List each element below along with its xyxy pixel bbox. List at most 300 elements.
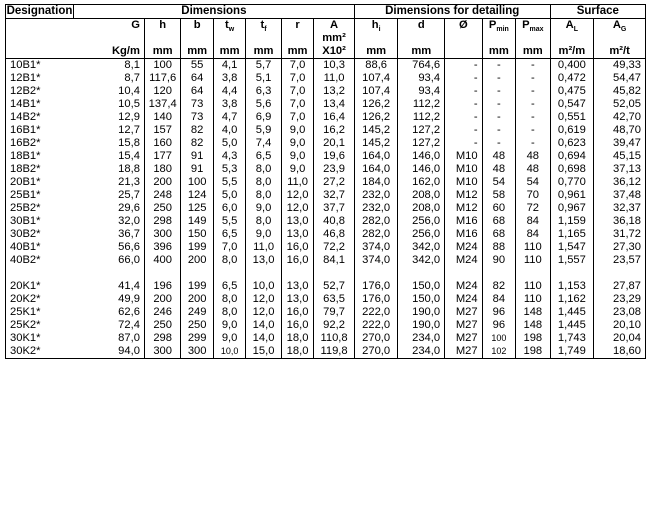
cell-AG: 20,04 bbox=[594, 332, 646, 345]
unit-AG: m²/t bbox=[594, 45, 646, 59]
cell-G: 41,4 bbox=[118, 280, 140, 292]
cell-AG: 49,33 bbox=[594, 59, 646, 73]
col-A: A mm² bbox=[314, 19, 355, 46]
cell-tf: 14,0 bbox=[246, 332, 281, 345]
unit-phi bbox=[445, 45, 483, 59]
table-row bbox=[6, 176, 646, 189]
cell-d: 112,2 bbox=[398, 98, 445, 111]
cell-tf: 6,5 bbox=[246, 150, 281, 163]
cell-phi: - bbox=[445, 124, 483, 137]
table-row bbox=[6, 85, 646, 98]
cell-d: 764,6 bbox=[398, 59, 445, 73]
cell-designation: 25B2* bbox=[6, 202, 74, 215]
cell-phi: M24 bbox=[445, 241, 483, 254]
cell-h: 140 bbox=[144, 111, 181, 124]
cell-phi: - bbox=[445, 72, 483, 85]
cell-phi: - bbox=[445, 85, 483, 98]
cell-designation: 18B1* bbox=[6, 150, 74, 163]
cell-phi: M24 bbox=[445, 293, 483, 306]
cell-d: 162,0 bbox=[398, 176, 445, 189]
cell-pmax: 70 bbox=[516, 189, 551, 202]
cell-b: 82 bbox=[181, 124, 213, 137]
cell-designation: 20B1* bbox=[6, 176, 74, 189]
cell-A: 119,8 bbox=[314, 345, 355, 359]
cell-designation: 30B1* bbox=[6, 215, 74, 228]
col-h: h bbox=[144, 19, 181, 46]
cell-r: 9,0 bbox=[281, 137, 313, 150]
cell-AL: 0,623 bbox=[557, 137, 586, 149]
col-phi: Ø bbox=[445, 19, 483, 46]
cell-AG: 32,37 bbox=[594, 202, 646, 215]
cell-b: 73 bbox=[181, 111, 213, 124]
cell-AL: 0,472 bbox=[557, 72, 586, 84]
cell-pmin: 82 bbox=[482, 280, 515, 293]
cell-A: 11,0 bbox=[314, 72, 355, 85]
cell-d: 112,2 bbox=[398, 111, 445, 124]
cell-designation: 14B1* bbox=[6, 98, 74, 111]
cell-A: 19,6 bbox=[314, 150, 355, 163]
cell-r: 13,0 bbox=[281, 293, 313, 306]
cell-pmin: 68 bbox=[482, 228, 515, 241]
cell-pmin: - bbox=[482, 72, 515, 85]
group-header-row bbox=[6, 5, 646, 19]
cell-AL: 0,961 bbox=[557, 189, 586, 201]
cell-pmin: - bbox=[482, 59, 515, 73]
cell-pmin: 48 bbox=[482, 163, 515, 176]
cell-tw: 9,0 bbox=[213, 332, 245, 345]
cell-AL: 0,547 bbox=[557, 98, 586, 110]
cell-tw: 5,5 bbox=[213, 215, 245, 228]
cell-tf: 8,0 bbox=[246, 189, 281, 202]
cell-pmin: - bbox=[482, 98, 515, 111]
cell-r: 16,0 bbox=[281, 306, 313, 319]
cell-designation: 10B1* bbox=[6, 59, 74, 73]
cell-G: 32,0 bbox=[118, 215, 140, 227]
cell-hi: 270,0 bbox=[354, 345, 398, 359]
cell-G: 94,0 bbox=[73, 345, 144, 359]
cell-b: 82 bbox=[181, 137, 213, 150]
cell-r: 11,0 bbox=[281, 176, 313, 189]
cell-phi: M16 bbox=[445, 215, 483, 228]
cell-h: 250 bbox=[144, 319, 181, 332]
cell-pmax: 148 bbox=[516, 319, 551, 332]
cell-tf: 12,0 bbox=[246, 293, 281, 306]
cell-tf: 5,6 bbox=[246, 98, 281, 111]
cell-h: 300 bbox=[144, 228, 181, 241]
cell-b: 91 bbox=[181, 163, 213, 176]
cell-AL: 0,698 bbox=[557, 163, 586, 175]
cell-A: 20,1 bbox=[314, 137, 355, 150]
profile-table bbox=[5, 4, 646, 359]
cell-G: 21,3 bbox=[118, 176, 140, 188]
cell-b: 124 bbox=[181, 189, 213, 202]
table-row bbox=[6, 254, 646, 267]
cell-b: 300 bbox=[181, 345, 213, 359]
cell-G: 18,8 bbox=[118, 163, 140, 175]
cell-pmax: 110 bbox=[516, 241, 551, 254]
cell-d: 93,4 bbox=[398, 72, 445, 85]
cell-d: 127,2 bbox=[398, 137, 445, 150]
table-row bbox=[6, 98, 646, 111]
cell-AG: 48,70 bbox=[594, 124, 646, 137]
cell-r: 9,0 bbox=[281, 124, 313, 137]
cell-AL: 1,445 bbox=[557, 319, 586, 331]
col-tw: $t_w$ bbox=[213, 19, 245, 46]
cell-tw: 6,5 bbox=[213, 228, 245, 241]
cell-AG: 39,47 bbox=[594, 137, 646, 150]
cell-b: 199 bbox=[181, 241, 213, 254]
cell-r: 16,0 bbox=[281, 254, 313, 267]
cell-G: 12,7 bbox=[118, 124, 140, 136]
cell-G: 29,6 bbox=[118, 202, 140, 214]
cell-phi: M24 bbox=[445, 280, 483, 293]
cell-h: 300 bbox=[144, 345, 181, 359]
cell-pmax: - bbox=[516, 137, 551, 150]
col-tf: $t_f$ bbox=[246, 19, 281, 46]
cell-pmax: 110 bbox=[516, 293, 551, 306]
cell-d: 190,0 bbox=[398, 306, 445, 319]
cell-r: 9,0 bbox=[281, 163, 313, 176]
cell-pmax: 148 bbox=[516, 306, 551, 319]
cell-designation: 30K1* bbox=[6, 332, 74, 345]
cell-d: 93,4 bbox=[398, 85, 445, 98]
cell-G: 10,5 bbox=[118, 98, 140, 110]
cell-designation: 30K2* bbox=[6, 345, 74, 359]
col-AL: $A_L$ bbox=[565, 19, 579, 34]
cell-h: 196 bbox=[144, 280, 181, 293]
cell-hi: 176,0 bbox=[362, 293, 391, 305]
cell-pmax: - bbox=[516, 59, 551, 73]
cell-d: 127,2 bbox=[398, 124, 445, 137]
cell-G: 15,8 bbox=[118, 137, 140, 149]
table-row bbox=[6, 111, 646, 124]
cell-b: 150 bbox=[181, 228, 213, 241]
cell-AG: 27,30 bbox=[594, 241, 646, 254]
col-hi: $h_i$ bbox=[371, 19, 381, 34]
cell-G: 36,7 bbox=[118, 228, 140, 240]
cell-tf: 5,1 bbox=[246, 72, 281, 85]
cell-phi: M12 bbox=[445, 202, 483, 215]
cell-A: 13,4 bbox=[314, 98, 355, 111]
cell-tf: 6,9 bbox=[246, 111, 281, 124]
cell-pmax: 48 bbox=[516, 150, 551, 163]
cell-tf: 12,0 bbox=[246, 306, 281, 319]
cell-r: 7,0 bbox=[281, 85, 313, 98]
cell-h: 200 bbox=[144, 176, 181, 189]
cell-hi: 184,0 bbox=[362, 176, 391, 188]
cell-tf: 5,9 bbox=[246, 124, 281, 137]
cell-AG: 37,48 bbox=[594, 189, 646, 202]
cell-AG: 45,15 bbox=[594, 150, 646, 163]
table-row bbox=[6, 306, 646, 319]
unit-b: mm bbox=[181, 45, 213, 59]
cell-tw: 4,4 bbox=[213, 85, 245, 98]
cell-pmin: 84 bbox=[482, 293, 515, 306]
cell-tw: 8,0 bbox=[213, 254, 245, 267]
cell-phi: M27 bbox=[445, 345, 483, 359]
cell-AL: 1,557 bbox=[557, 254, 586, 266]
cell-b: 149 bbox=[181, 215, 213, 228]
cell-designation: 16B2* bbox=[6, 137, 74, 150]
table-row bbox=[6, 293, 646, 306]
cell-tf: 8,0 bbox=[246, 176, 281, 189]
cell-AG: 36,12 bbox=[594, 176, 646, 189]
cell-h: 298 bbox=[144, 332, 181, 345]
cell-G: 15,4 bbox=[118, 150, 140, 162]
cell-AL: 0,694 bbox=[557, 150, 586, 162]
cell-AG: 36,18 bbox=[594, 215, 646, 228]
cell-designation: 25K1* bbox=[6, 306, 74, 319]
cell-pmin: 96 bbox=[482, 306, 515, 319]
cell-hi: 126,2 bbox=[362, 98, 391, 110]
cell-phi: - bbox=[445, 137, 483, 150]
cell-pmax: - bbox=[516, 72, 551, 85]
cell-b: 73 bbox=[181, 98, 213, 111]
cell-pmin: 88 bbox=[482, 241, 515, 254]
unit-pmax: mm bbox=[516, 45, 551, 59]
cell-tw: 10,0 bbox=[213, 345, 245, 359]
cell-r: 18,0 bbox=[281, 332, 313, 345]
cell-h: 200 bbox=[144, 293, 181, 306]
cell-AG: 20,10 bbox=[594, 319, 646, 332]
cell-pmin: 90 bbox=[482, 254, 515, 267]
cell-d: 234,0 bbox=[398, 332, 445, 345]
cell-A: 79,7 bbox=[314, 306, 355, 319]
unit-A: X10² bbox=[314, 45, 355, 59]
k-series-rows bbox=[6, 267, 646, 359]
cell-d: 208,0 bbox=[398, 189, 445, 202]
table-row bbox=[6, 163, 646, 176]
cell-tf: 8,0 bbox=[246, 163, 281, 176]
cell-G: 62,6 bbox=[118, 306, 140, 318]
cell-hi: 374,0 bbox=[362, 254, 391, 266]
cell-d: 208,0 bbox=[398, 202, 445, 215]
cell-pmax: 54 bbox=[516, 176, 551, 189]
cell-h: 400 bbox=[144, 254, 181, 267]
cell-AL: 1,547 bbox=[557, 241, 586, 253]
cell-designation: 20K1* bbox=[6, 280, 74, 293]
cell-phi: - bbox=[445, 98, 483, 111]
cell-G: 12,9 bbox=[118, 111, 140, 123]
cell-A: 27,2 bbox=[314, 176, 355, 189]
unit-h: mm bbox=[144, 45, 181, 59]
cell-phi: M10 bbox=[445, 176, 483, 189]
table-row bbox=[6, 189, 646, 202]
unit-pmin: mm bbox=[482, 45, 515, 59]
cell-tf: 11,0 bbox=[246, 241, 281, 254]
unit-r: mm bbox=[281, 45, 313, 59]
cell-phi: M27 bbox=[445, 319, 483, 332]
cell-hi: 282,0 bbox=[362, 228, 391, 240]
cell-pmax: 72 bbox=[516, 202, 551, 215]
table-row bbox=[6, 202, 646, 215]
cell-tf: 9,0 bbox=[246, 228, 281, 241]
cell-A: 52,7 bbox=[314, 280, 355, 293]
cell-h: 396 bbox=[144, 241, 181, 254]
cell-pmin: 102 bbox=[482, 345, 515, 359]
cell-b: 91 bbox=[181, 150, 213, 163]
cell-A: 16,2 bbox=[314, 124, 355, 137]
cell-h: 246 bbox=[144, 306, 181, 319]
cell-hi: 164,0 bbox=[362, 163, 391, 175]
cell-AG: 52,05 bbox=[594, 98, 646, 111]
cell-AG: 31,72 bbox=[594, 228, 646, 241]
cell-pmax: 198 bbox=[516, 332, 551, 345]
cell-tw: 6,0 bbox=[213, 202, 245, 215]
cell-d: 150,0 bbox=[398, 280, 445, 293]
table-row bbox=[6, 241, 646, 254]
cell-A: 63,5 bbox=[314, 293, 355, 306]
table-row bbox=[6, 72, 646, 85]
cell-pmin: 48 bbox=[482, 150, 515, 163]
table-row bbox=[6, 280, 646, 293]
cell-AG: 37,13 bbox=[594, 163, 646, 176]
cell-tf: 8,0 bbox=[246, 215, 281, 228]
cell-pmax: - bbox=[516, 124, 551, 137]
cell-designation: 25K2* bbox=[6, 319, 74, 332]
cell-AG: 45,82 bbox=[594, 85, 646, 98]
cell-designation: 40B1* bbox=[6, 241, 74, 254]
cell-G: 87,0 bbox=[118, 332, 140, 344]
cell-pmin: 58 bbox=[482, 189, 515, 202]
cell-A: 46,8 bbox=[314, 228, 355, 241]
cell-A: 23,9 bbox=[314, 163, 355, 176]
cell-b: 125 bbox=[181, 202, 213, 215]
cell-A: 13,2 bbox=[314, 85, 355, 98]
group-detailing: Dimensions for detailing bbox=[354, 5, 550, 19]
cell-A: 37,7 bbox=[314, 202, 355, 215]
cell-b: 200 bbox=[181, 254, 213, 267]
cell-tw: 5,0 bbox=[213, 189, 245, 202]
col-pmax: $P_{max}$ bbox=[516, 19, 551, 46]
cell-tw: 5,0 bbox=[213, 137, 245, 150]
cell-hi: 107,4 bbox=[362, 72, 391, 84]
cell-tf: 13,0 bbox=[246, 254, 281, 267]
cell-pmax: 84 bbox=[516, 215, 551, 228]
cell-tw: 8,0 bbox=[213, 293, 245, 306]
unit-tw: mm bbox=[213, 45, 245, 59]
cell-A: 84,1 bbox=[314, 254, 355, 267]
cell-pmax: - bbox=[516, 98, 551, 111]
cell-G: 10,4 bbox=[118, 85, 140, 97]
cell-pmax: 110 bbox=[516, 254, 551, 267]
cell-pmax: - bbox=[516, 111, 551, 124]
cell-tw: 4,7 bbox=[213, 111, 245, 124]
cell-tw: 7,0 bbox=[213, 241, 245, 254]
cell-phi: M27 bbox=[445, 332, 483, 345]
cell-h: 120 bbox=[144, 85, 181, 98]
cell-phi: M27 bbox=[445, 306, 483, 319]
cell-pmin: 68 bbox=[482, 215, 515, 228]
cell-tf: 14,0 bbox=[246, 319, 281, 332]
cell-designation: 18B2* bbox=[6, 163, 74, 176]
cell-pmin: 100 bbox=[482, 332, 515, 345]
cell-designation: 40B2* bbox=[6, 254, 74, 267]
cell-AG: 23,29 bbox=[594, 293, 646, 306]
cell-G: 72,4 bbox=[118, 319, 140, 331]
cell-designation: 12B1* bbox=[6, 72, 74, 85]
cell-pmax: 48 bbox=[516, 163, 551, 176]
table-row bbox=[6, 345, 646, 359]
cell-hi: 164,0 bbox=[362, 150, 391, 162]
cell-b: 199 bbox=[181, 280, 213, 293]
table-row bbox=[6, 137, 646, 150]
cell-tw: 6,5 bbox=[213, 280, 245, 293]
cell-hi: 232,0 bbox=[362, 202, 391, 214]
table-row bbox=[6, 124, 646, 137]
cell-b: 64 bbox=[181, 72, 213, 85]
cell-d: 150,0 bbox=[398, 293, 445, 306]
cell-AG: 23,08 bbox=[594, 306, 646, 319]
cell-d: 234,0 bbox=[398, 345, 445, 359]
cell-A: 72,2 bbox=[314, 241, 355, 254]
cell-AL: 1,153 bbox=[557, 280, 586, 292]
cell-designation: 20K2* bbox=[6, 293, 74, 306]
cell-AG: 23,57 bbox=[594, 254, 646, 267]
cell-hi: 222,0 bbox=[362, 319, 391, 331]
col-AG: $A_G$ bbox=[594, 19, 646, 46]
col-pmin: $P_{min}$ bbox=[482, 19, 515, 46]
cell-r: 13,0 bbox=[281, 215, 313, 228]
cell-G: 56,6 bbox=[118, 241, 140, 253]
cell-h: 157 bbox=[144, 124, 181, 137]
column-unit-row bbox=[6, 45, 646, 59]
cell-designation: 14B2* bbox=[6, 111, 74, 124]
col-r: r bbox=[281, 19, 313, 46]
cell-r: 13,0 bbox=[281, 228, 313, 241]
cell-hi: 145,2 bbox=[362, 124, 391, 136]
cell-pmin: 54 bbox=[482, 176, 515, 189]
table-row bbox=[6, 150, 646, 163]
cell-pmin: - bbox=[482, 137, 515, 150]
cell-AG: 42,70 bbox=[594, 111, 646, 124]
cell-b: 64 bbox=[181, 85, 213, 98]
cell-phi: M24 bbox=[445, 254, 483, 267]
cell-b: 55 bbox=[181, 59, 213, 73]
cell-AL: 0,770 bbox=[557, 176, 586, 188]
cell-AL: 0,619 bbox=[557, 124, 586, 136]
cell-d: 190,0 bbox=[398, 319, 445, 332]
cell-h: 160 bbox=[144, 137, 181, 150]
cell-pmin: 60 bbox=[482, 202, 515, 215]
column-symbol-row bbox=[6, 19, 646, 46]
unit-d: mm bbox=[398, 45, 445, 59]
cell-AL: 0,967 bbox=[557, 202, 586, 214]
table-row bbox=[6, 228, 646, 241]
col-b: b bbox=[181, 19, 213, 46]
cell-phi: M12 bbox=[445, 189, 483, 202]
cell-r: 18,0 bbox=[281, 345, 313, 359]
cell-G: 8,1 bbox=[124, 59, 140, 71]
cell-tw: 4,0 bbox=[213, 124, 245, 137]
cell-r: 7,0 bbox=[281, 72, 313, 85]
cell-AL: 0,400 bbox=[557, 59, 586, 71]
cell-hi: 176,0 bbox=[362, 280, 391, 292]
cell-b: 299 bbox=[181, 332, 213, 345]
cell-G: 8,7 bbox=[124, 72, 140, 84]
table-row bbox=[6, 59, 646, 73]
cell-A: 32,7 bbox=[314, 189, 355, 202]
cell-h: 298 bbox=[144, 215, 181, 228]
cell-d: 256,0 bbox=[398, 228, 445, 241]
cell-tf: 7,4 bbox=[246, 137, 281, 150]
cell-h: 177 bbox=[144, 150, 181, 163]
cell-r: 16,0 bbox=[281, 241, 313, 254]
cell-r: 7,0 bbox=[281, 98, 313, 111]
cell-hi: 88,6 bbox=[365, 59, 388, 71]
cell-pmin: - bbox=[482, 124, 515, 137]
cell-A: 110,8 bbox=[314, 332, 355, 345]
